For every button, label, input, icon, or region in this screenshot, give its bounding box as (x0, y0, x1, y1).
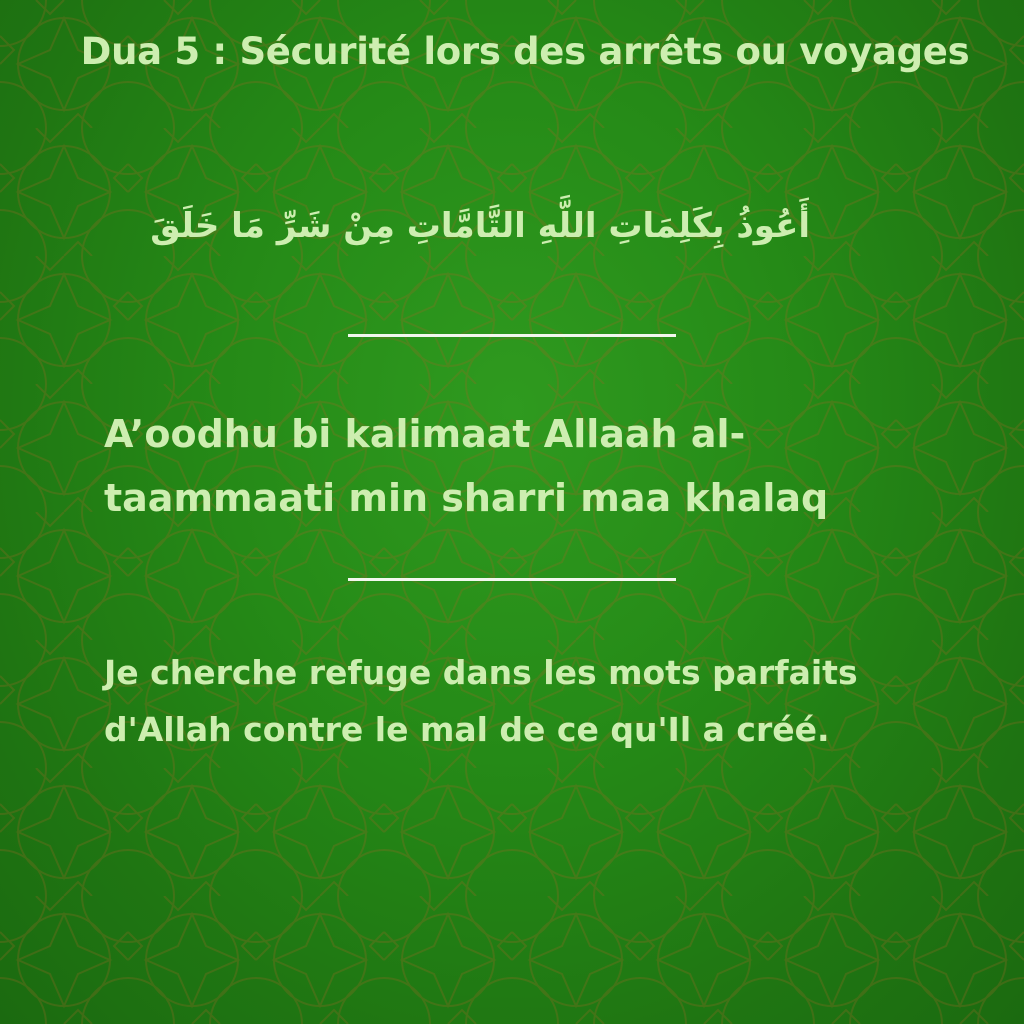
french-translation-text: Je cherche refuge dans les mots parfaits d'Allah contre le mal de ce qu'Il a créé. (104, 653, 858, 749)
transliteration-text: A’oodhu bi kalimaat Allaah al-taammaati min sharri maa khalaq (104, 412, 829, 520)
divider-bottom (348, 578, 676, 581)
divider-top (348, 334, 676, 337)
dua-title: Dua 5 : Sécurité lors des arrêts ou voyages (80, 30, 970, 73)
arabic-dua-text: أَعُوذُ بِكَلِمَاتِ اللَّهِ التَّامَّاتِ مِنْ شَرِّ مَا خَلَقَ (150, 206, 810, 246)
